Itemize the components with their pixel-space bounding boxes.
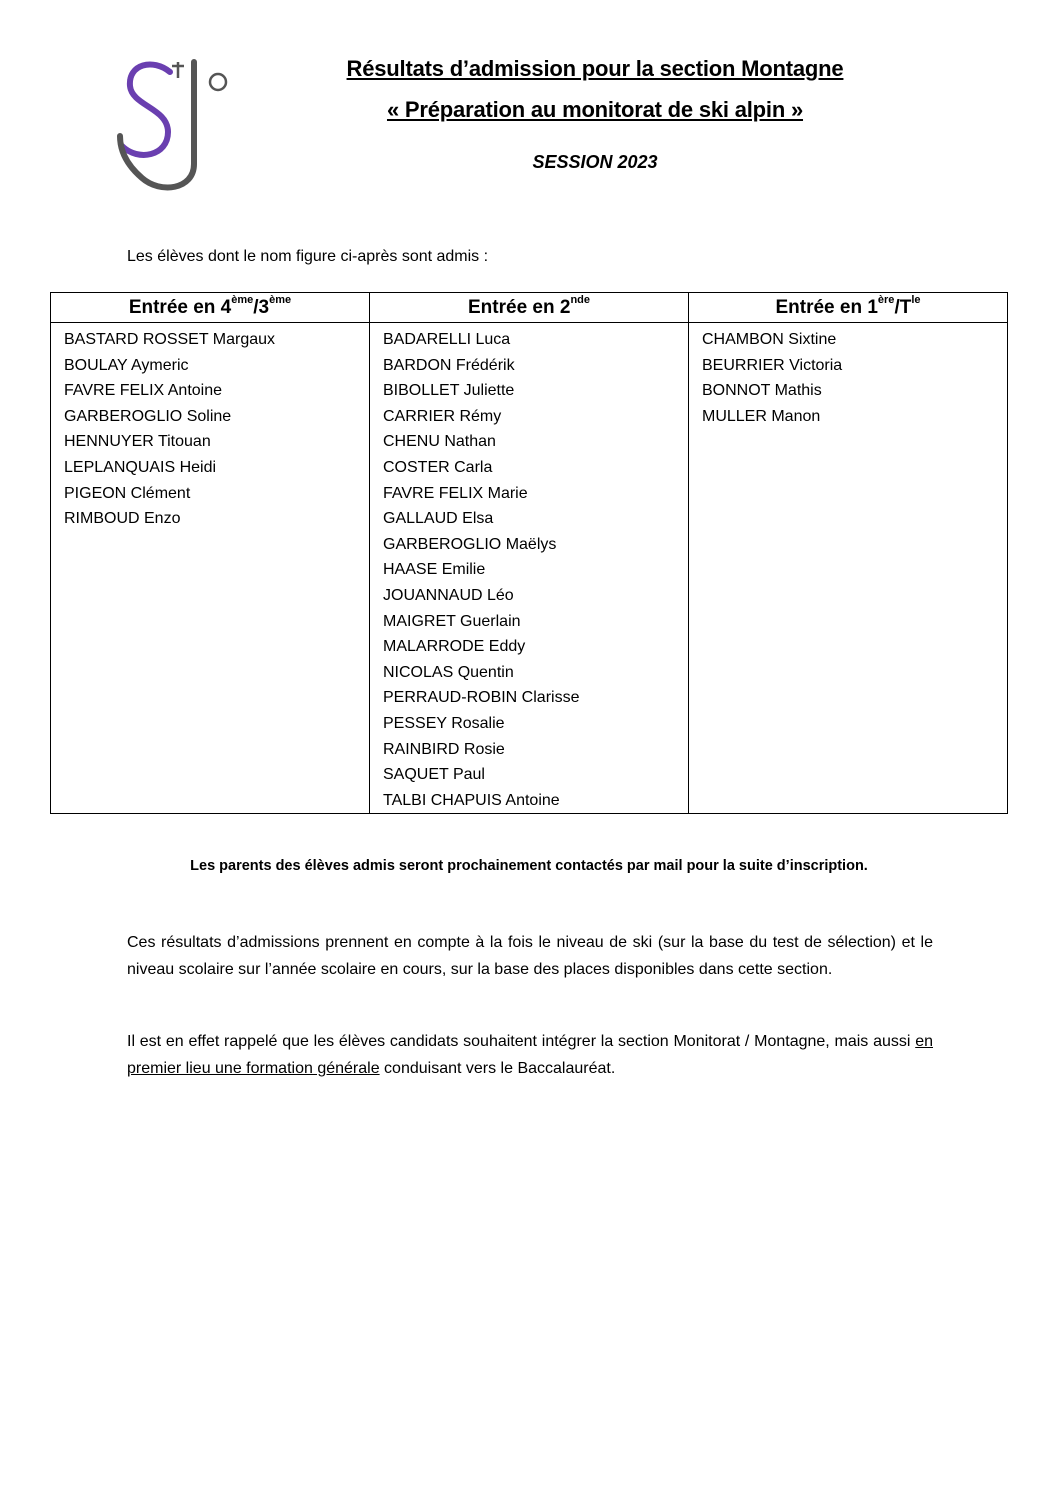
paragraph-text: Il est en effet rappelé que les élèves candidats souhaitent intégrer la section Monitorat / Montagne, mais aussi: [127, 1033, 916, 1050]
header-text: Entrée en 4: [128, 296, 232, 318]
name-list: [64, 327, 369, 532]
parents-note: Les parents des élèves admis seront prochainement contactés par mail pour la suite d’inscription.: [190, 858, 868, 874]
paragraph-results: Ces résultats d’admissions prennent en compte à la fois le niveau de ski (sur la base du test de sélection) et le niveau scolaire sur l’année scolaire en cours, sur la base des places disponibles dans cette section.: [127, 934, 933, 978]
student-name: SAQUET Paul: [383, 766, 485, 784]
student-name: LEPLANQUAIS Heidi: [64, 458, 217, 476]
header-sup: nde: [570, 293, 590, 306]
student-name: MALARRODE Eddy: [383, 638, 526, 656]
student-name: BADARELLI Luca: [383, 331, 511, 348]
page-subtitle: « Préparation au monitorat de ski alpin »: [386, 97, 804, 122]
student-name: RIMBOUD Enzo: [64, 510, 181, 528]
student-name: PESSEY Rosalie: [383, 714, 505, 732]
student-name: BIBOLLET Juliette: [383, 382, 515, 400]
student-name: FAVRE FELIX Antoine: [64, 382, 223, 400]
student-name: BASTARD ROSSET Margaux: [64, 331, 276, 348]
student-name: CARRIER Rémy: [383, 407, 502, 425]
student-name: GARBEROGLIO Soline: [64, 407, 232, 425]
page-title: Résultats d’admission pour la section Montagne: [346, 56, 844, 81]
paragraph-text: conduisant vers le Baccalauréat.: [379, 1060, 616, 1077]
column-header-2nde: [370, 293, 689, 323]
student-name: RAINBIRD Rosie: [383, 740, 505, 758]
student-name: CHAMBON Sixtine: [702, 331, 837, 348]
names-cell-2nde: [370, 323, 689, 814]
student-name: CHENU Nathan: [383, 433, 496, 451]
name-list: [383, 327, 688, 813]
student-name: BOULAY Aymeric: [64, 356, 189, 374]
table-body-row: [51, 323, 1008, 814]
student-name: PERRAUD-ROBIN Clarisse: [383, 689, 580, 707]
paragraph-reminder: [127, 1028, 933, 1082]
student-name: HAASE Emilie: [383, 561, 486, 579]
header-sup: ème: [269, 293, 292, 306]
student-name: GALLAUD Elsa: [383, 510, 494, 528]
student-name: TALBI CHAPUIS Antoine: [383, 791, 560, 809]
student-name: PIGEON Clément: [64, 484, 191, 502]
header-text: /T: [894, 296, 912, 318]
student-name: MAIGRET Guerlain: [383, 612, 521, 630]
header-text: Entrée en 1: [775, 296, 878, 318]
student-name: GARBEROGLIO Maëlys: [383, 535, 557, 553]
header-sup: ème: [231, 293, 254, 306]
names-cell-1ere-tle: [689, 323, 1008, 814]
student-name: MULLER Manon: [702, 407, 821, 425]
school-logo: [108, 52, 238, 192]
student-name: BARDON Frédérik: [383, 356, 515, 374]
student-name: COSTER Carla: [383, 458, 493, 476]
student-name: NICOLAS Quentin: [383, 663, 514, 681]
underlined-text: en premier lieu une formation générale: [127, 1033, 933, 1077]
student-name: FAVRE FELIX Marie: [383, 484, 528, 502]
header-text: /3: [253, 296, 270, 318]
header-sup: le: [911, 293, 921, 306]
admissions-table: [50, 292, 1008, 814]
student-name: HENNUYER Titouan: [64, 433, 211, 451]
student-name: BONNOT Mathis: [702, 382, 822, 400]
student-name: BEURRIER Victoria: [702, 356, 843, 374]
name-list: [702, 327, 1007, 429]
session-label: SESSION 2023: [532, 152, 658, 172]
names-cell-4e-3e: [51, 323, 370, 814]
header-sup: ère: [877, 293, 895, 306]
student-name: JOUANNAUD Léo: [383, 586, 514, 604]
column-header-1ere-tle: [689, 293, 1008, 323]
table-header-row: [51, 293, 1008, 323]
intro-text: Les élèves dont le nom figure ci-après sont admis :: [127, 248, 489, 265]
column-header-4e-3e: [51, 293, 370, 323]
header-text: Entrée en 2: [468, 296, 571, 318]
